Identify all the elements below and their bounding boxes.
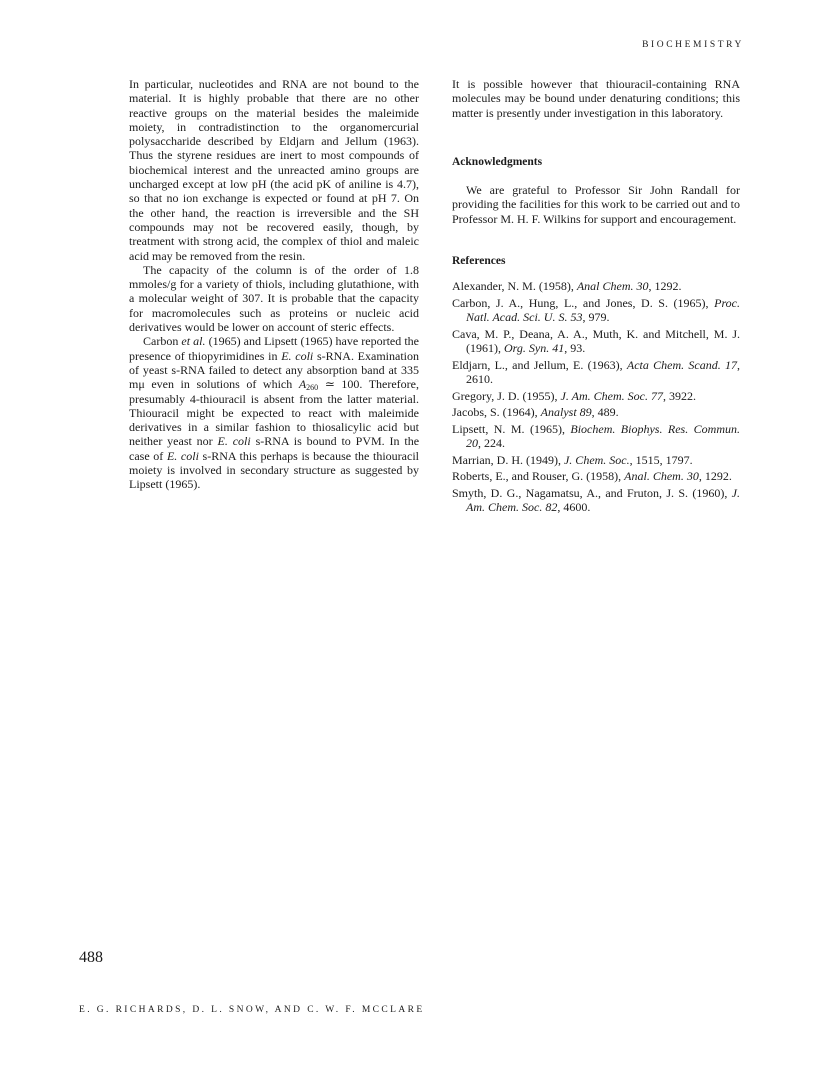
author-footer: E. G. RICHARDS, D. L. SNOW, AND C. W. F. MCCLARE <box>79 1005 425 1015</box>
italic-text: E. coli <box>166 448 199 463</box>
italic-text: et al. <box>181 334 206 349</box>
text-run: ≃ 100. Therefore, presumably 4-thiouracil is absent from the latter material. Thiouracil might be expected to react with maleimide derivatives in a similar fashion to thiosalicylic acid but neither yeast nor <box>129 377 420 449</box>
references-heading: References <box>452 255 506 268</box>
reference-authors: Marrian, D. H. (1949), <box>452 452 564 467</box>
reference-journal: Anal. Chem. 30 <box>624 469 699 484</box>
reference-pages: , 1515, 1797. <box>629 452 693 467</box>
reference-item <box>452 486 740 515</box>
paragraph: The capacity of the column is of the order of 1.8 mmoles/g for a variety of thiols, including glutathione, with a molecular weight of 307. It is probable that the capacity for macromolecules such as proteins or nucleic acid derivatives would be lower on account of steric effects. <box>129 262 419 335</box>
reference-pages: , 489. <box>591 405 619 420</box>
running-head: BIOCHEMISTRY <box>642 40 744 50</box>
reference-journal: J. Am. Chem. Soc. 77 <box>560 388 663 403</box>
text-run: (1965) and Lipsett (1965) have reported the presence of thiopyrimidines in <box>129 334 420 363</box>
italic-text: E. coli <box>217 434 251 449</box>
reference-item <box>452 422 740 451</box>
reference-journal: Biochem. Biophys. Res. Commun. 20 <box>466 421 740 451</box>
acknowledgments-text: We are grateful to Professor Sir John Randall for providing the facilities for this work to be carried out and to Professor M. H. F. Wilkins for support and encouragement. <box>452 183 740 226</box>
subscript: 260 <box>306 383 319 393</box>
right-column <box>452 77 740 517</box>
reference-pages: , 1292. <box>698 469 732 484</box>
reference-authors: Jacobs, S. (1964), <box>452 405 541 420</box>
reference-authors: Gregory, J. D. (1955), <box>452 388 561 403</box>
reference-item <box>452 389 740 403</box>
reference-item <box>452 405 740 419</box>
reference-item <box>452 296 740 325</box>
reference-journal: Acta Chem. Scand. 17 <box>626 357 737 372</box>
text-run: s-RNA. Examination of yeast s-RNA failed to detect any absorption band at 335 mμ even in solutions of which <box>129 348 419 392</box>
reference-authors: Roberts, E., and Rouser, G. (1958), <box>452 469 625 484</box>
text-run: s-RNA is bound to PVM. In the case of <box>129 434 420 463</box>
reference-item <box>452 327 740 356</box>
reference-journal: Analyst 89 <box>540 405 592 420</box>
text-run: Carbon <box>143 334 182 349</box>
reference-authors: Alexander, N. M. (1958), <box>452 279 577 294</box>
paragraph: In particular, nucleotides and RNA are not bound to the material. It is highly probable that there are no other reactive groups on the material besides the maleimide moiety, in contradistinction to the organomercurial polysaccharide described by Eldjarn and Jellum (1963). Thus the styrene residues are inert to most compounds of biochemical interest and the unreacted amino groups are uncharged except at low pH (the acid pK of aniline is 4.7), so that no ion exchange is expected or found at pH 7. On the other hand, the reaction is irreversible and the SH compounds may not be recovered easily, though, by treatment with strong acid, the complex of thiol and maleic acid may be removed from the resin. <box>129 77 419 263</box>
reference-list <box>452 279 740 514</box>
reference-authors: Lipsett, N. M. (1965), <box>452 421 571 436</box>
paragraph: It is possible however that thiouracil-containing RNA molecules may be bound under denaturing conditions; this matter is presently under investigation in this laboratory. <box>452 77 740 120</box>
reference-pages: , 3922. <box>662 388 696 403</box>
acknowledgments-heading: Acknowledgments <box>452 155 543 168</box>
reference-pages: , 979. <box>582 310 610 325</box>
reference-authors: Smyth, D. G., Nagamatsu, A., and Fruton, J. S. (1960), <box>452 485 732 500</box>
reference-pages: , 1292. <box>648 279 682 294</box>
reference-item <box>452 469 740 483</box>
reference-journal: Proc. Natl. Acad. Sci. U. S. 53 <box>466 295 740 325</box>
reference-authors: Cava, M. P., Deana, A. A., Muth, K. and Mitchell, M. J. (1961), <box>452 326 740 356</box>
reference-journal: J. Chem. Soc. <box>563 452 630 467</box>
italic-text: E. coli <box>281 348 314 363</box>
italic-text: A <box>298 377 307 392</box>
reference-authors: Eldjarn, L., and Jellum, E. (1963), <box>452 357 627 372</box>
paragraph <box>129 334 419 491</box>
reference-journal: J. Am. Chem. Soc. 82 <box>466 485 740 515</box>
text-run: s-RNA this perhaps is because the thiouracil moiety is involved in secondary structure as suggested by Lipsett (1965). <box>129 448 419 492</box>
reference-pages: , 2610. <box>466 357 740 387</box>
reference-item <box>452 279 740 293</box>
reference-journal: Org. Syn. 41 <box>504 341 565 356</box>
reference-pages: , 93. <box>564 341 586 356</box>
reference-item <box>452 453 740 467</box>
left-column <box>129 77 419 492</box>
reference-item <box>452 358 740 387</box>
reference-pages: , 224. <box>478 436 505 451</box>
reference-authors: Carbon, J. A., Hung, L., and Jones, D. S. (1965), <box>452 295 715 310</box>
reference-pages: , 4600. <box>557 500 591 515</box>
reference-journal: Anal Chem. 30 <box>576 279 649 294</box>
page-number: 488 <box>79 949 103 966</box>
